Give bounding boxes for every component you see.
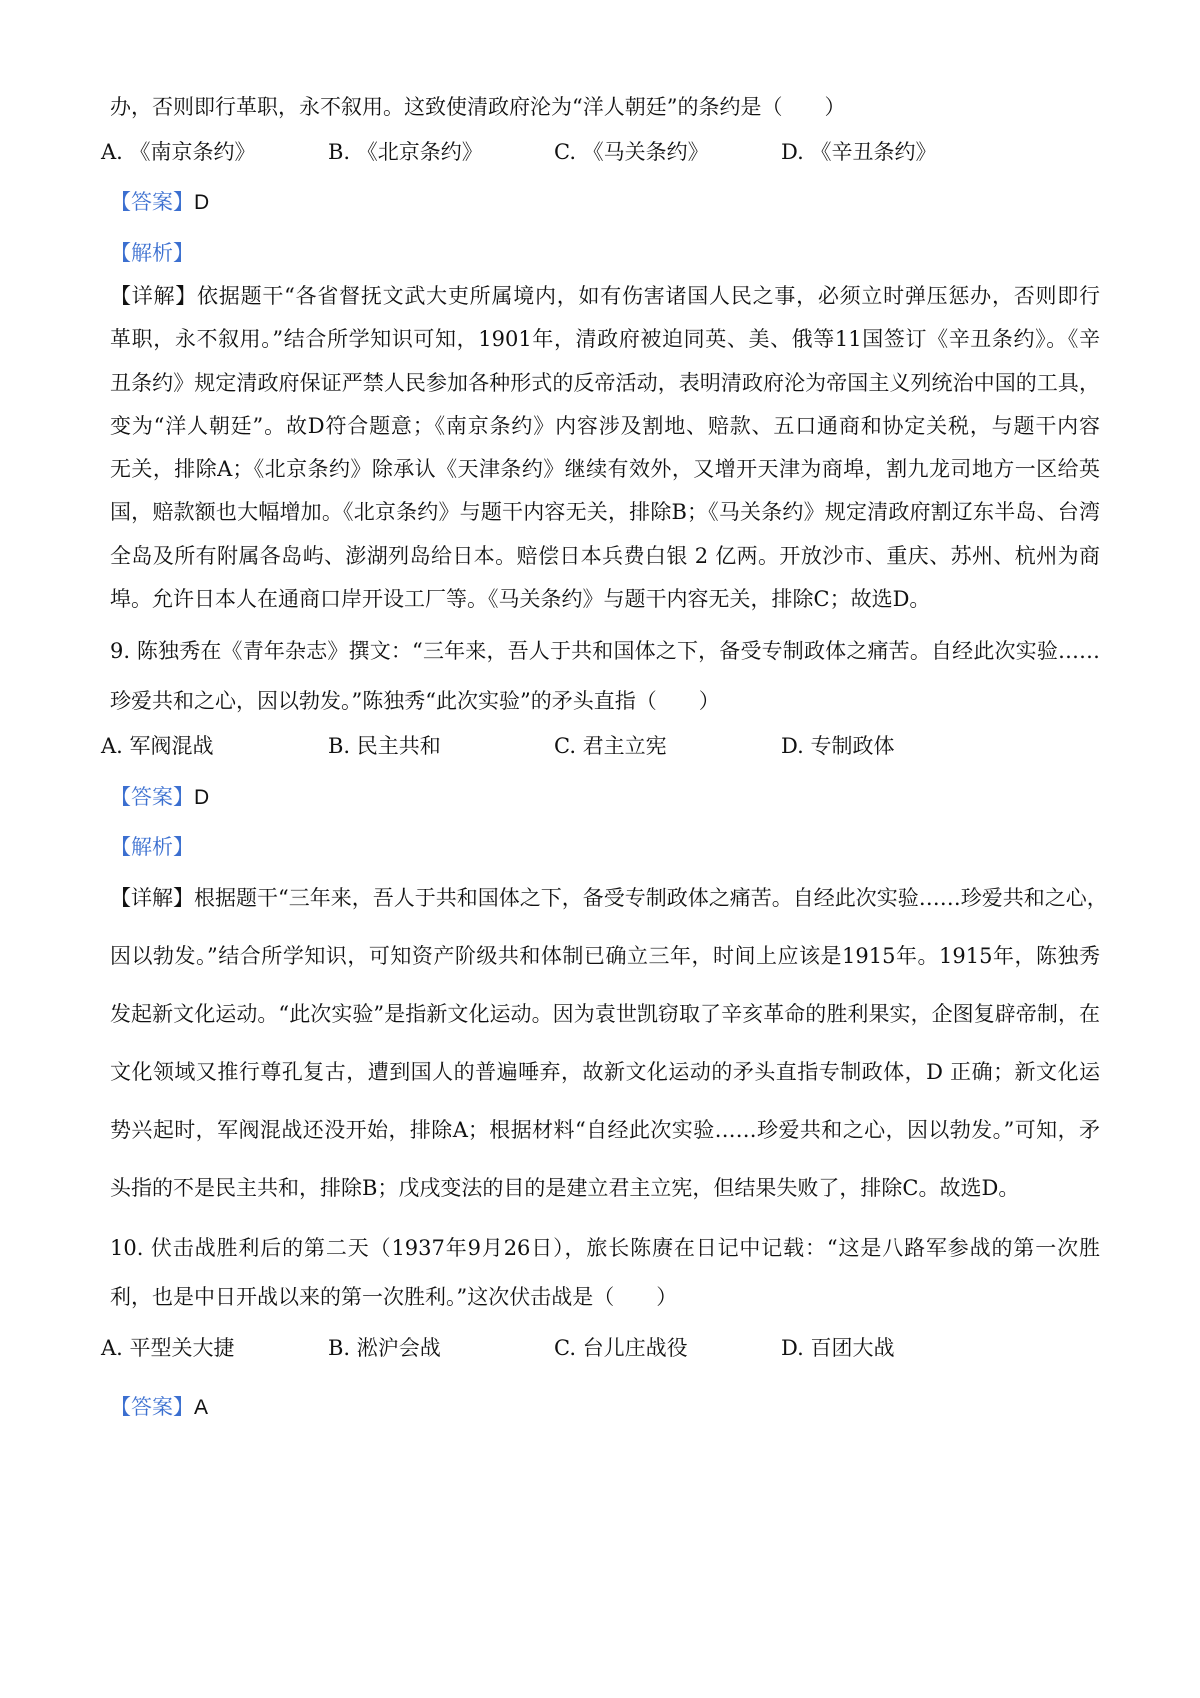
question-8-detail-line: 变为“洋人朝廷”。故D符合题意；《南京条约》内容涉及割地、赔款、五口通商和协定关税，与题干内容 (110, 414, 1100, 438)
question-8-detail-line: 无关，排除A；《北京条约》除承认《天津条约》继续有效外，又增开天津为商埠，割九龙司地方一区给英 (110, 457, 1100, 481)
question-8-option-b: B. 《北京条约》 (328, 140, 483, 164)
question-8-detail-line: 革职，永不叙用。”结合所学知识可知，1901年，清政府被迫同英、美、俄等11国签订《辛丑条约》。《辛 (110, 327, 1100, 351)
answer-tag: 【答案】 (110, 785, 194, 809)
answer-value: A (194, 1396, 209, 1419)
question-9-detail-line: 【详解】根据题干“三年来，吾人于共和国体之下，备受专制政体之痛苦。自经此次实验……珍爱共和之心， (110, 886, 1108, 910)
question-9-option-b: B. 民主共和 (328, 734, 441, 758)
question-10-option-a: A. 平型关大捷 (101, 1336, 235, 1360)
question-9-detail-line: 势兴起时，军阀混战还没开始，排除A；根据材料“自经此次实验……珍爱共和之心，因以勃发。”可知，矛 (110, 1118, 1100, 1142)
question-8-detail-line: 【详解】依据题干“各省督抚文武大吏所属境内，如有伤害诸国人民之事，必须立时弹压惩办，否则即行 (110, 284, 1100, 308)
question-9-analysis-heading (110, 833, 1100, 861)
question-8-detail-line: 埠。允许日本人在通商口岸开设工厂等。《马关条约》与题干内容无关，排除C；故选D。 (110, 587, 931, 611)
answer-tag: 【答案】 (110, 1395, 194, 1419)
question-9-detail-line: 因以勃发。”结合所学知识，可知资产阶级共和体制已确立三年，时间上应该是1915年。1915年，陈独秀 (110, 944, 1100, 968)
question-8-option-a: A. 《南京条约》 (101, 140, 256, 164)
analysis-tag: 【解析】 (110, 835, 194, 859)
question-9-stem: 9. 陈独秀在《青年杂志》撰文：“三年来，吾人于共和国体之下，备受专制政体之痛苦。自经此次实验…… (110, 639, 1100, 663)
question-8-detail-line: 丑条约》规定清政府保证严禁人民参加各种形式的反帝活动，表明清政府沦为帝国主义列统治中国的工具， (110, 371, 1100, 395)
question-8-detail-line: 全岛及所有附属各岛屿、澎湖列岛给日本。赔偿日本兵费白银 2 亿两。开放沙市、重庆、苏州、杭州为商 (110, 544, 1100, 568)
question-9-stem: 珍爱共和之心，因以勃发。”陈独秀“此次实验”的矛头直指（ ） (110, 689, 720, 713)
question-9-answer (110, 783, 1100, 812)
question-8-stem: 办，否则即行革职，永不叙用。这致使清政府沦为“洋人朝廷”的条约是（ ） (110, 95, 846, 119)
answer-value: D (194, 786, 210, 809)
answer-tag: 【答案】 (110, 190, 194, 214)
question-10-stem: 利，也是中日开战以来的第一次胜利。”这次伏击战是（ ） (110, 1285, 678, 1309)
question-10-answer (110, 1393, 1100, 1422)
question-8-analysis-heading (110, 239, 1100, 267)
question-8-answer (110, 188, 1100, 217)
question-8-option-d: D. 《辛丑条约》 (781, 140, 937, 164)
question-9-detail-line: 头指的不是民主共和，排除B；戊戌变法的目的是建立君主立宪，但结果失败了，排除C。故选D。 (110, 1176, 1020, 1200)
question-9-option-d: D. 专制政体 (781, 734, 895, 758)
question-9-option-a: A. 军阀混战 (101, 734, 214, 758)
question-8-option-c: C. 《马关条约》 (554, 140, 709, 164)
answer-value: D (194, 191, 210, 214)
question-9-option-c: C. 君主立宪 (554, 734, 667, 758)
question-9-detail-line: 文化领域又推行尊孔复古，遭到国人的普遍唾弃，故新文化运动的矛头直指专制政体，D 正确；新文化运 (110, 1060, 1100, 1084)
question-10-option-d: D. 百团大战 (781, 1336, 895, 1360)
question-10-option-c: C. 台儿庄战役 (554, 1336, 688, 1360)
analysis-tag: 【解析】 (110, 241, 194, 265)
question-8-detail-line: 国，赔款额也大幅增加。《北京条约》与题干内容无关，排除B；《马关条约》规定清政府割辽东半岛、台湾 (110, 500, 1100, 524)
question-9-detail-line: 发起新文化运动。“此次实验”是指新文化运动。因为袁世凯窃取了辛亥革命的胜利果实，企图复辟帝制，在 (110, 1002, 1100, 1026)
question-10-stem: 10. 伏击战胜利后的第二天（1937年9月26日），旅长陈赓在日记中记载：“这是八路军参战的第一次胜 (110, 1236, 1100, 1260)
question-10-option-b: B. 淞沪会战 (328, 1336, 441, 1360)
